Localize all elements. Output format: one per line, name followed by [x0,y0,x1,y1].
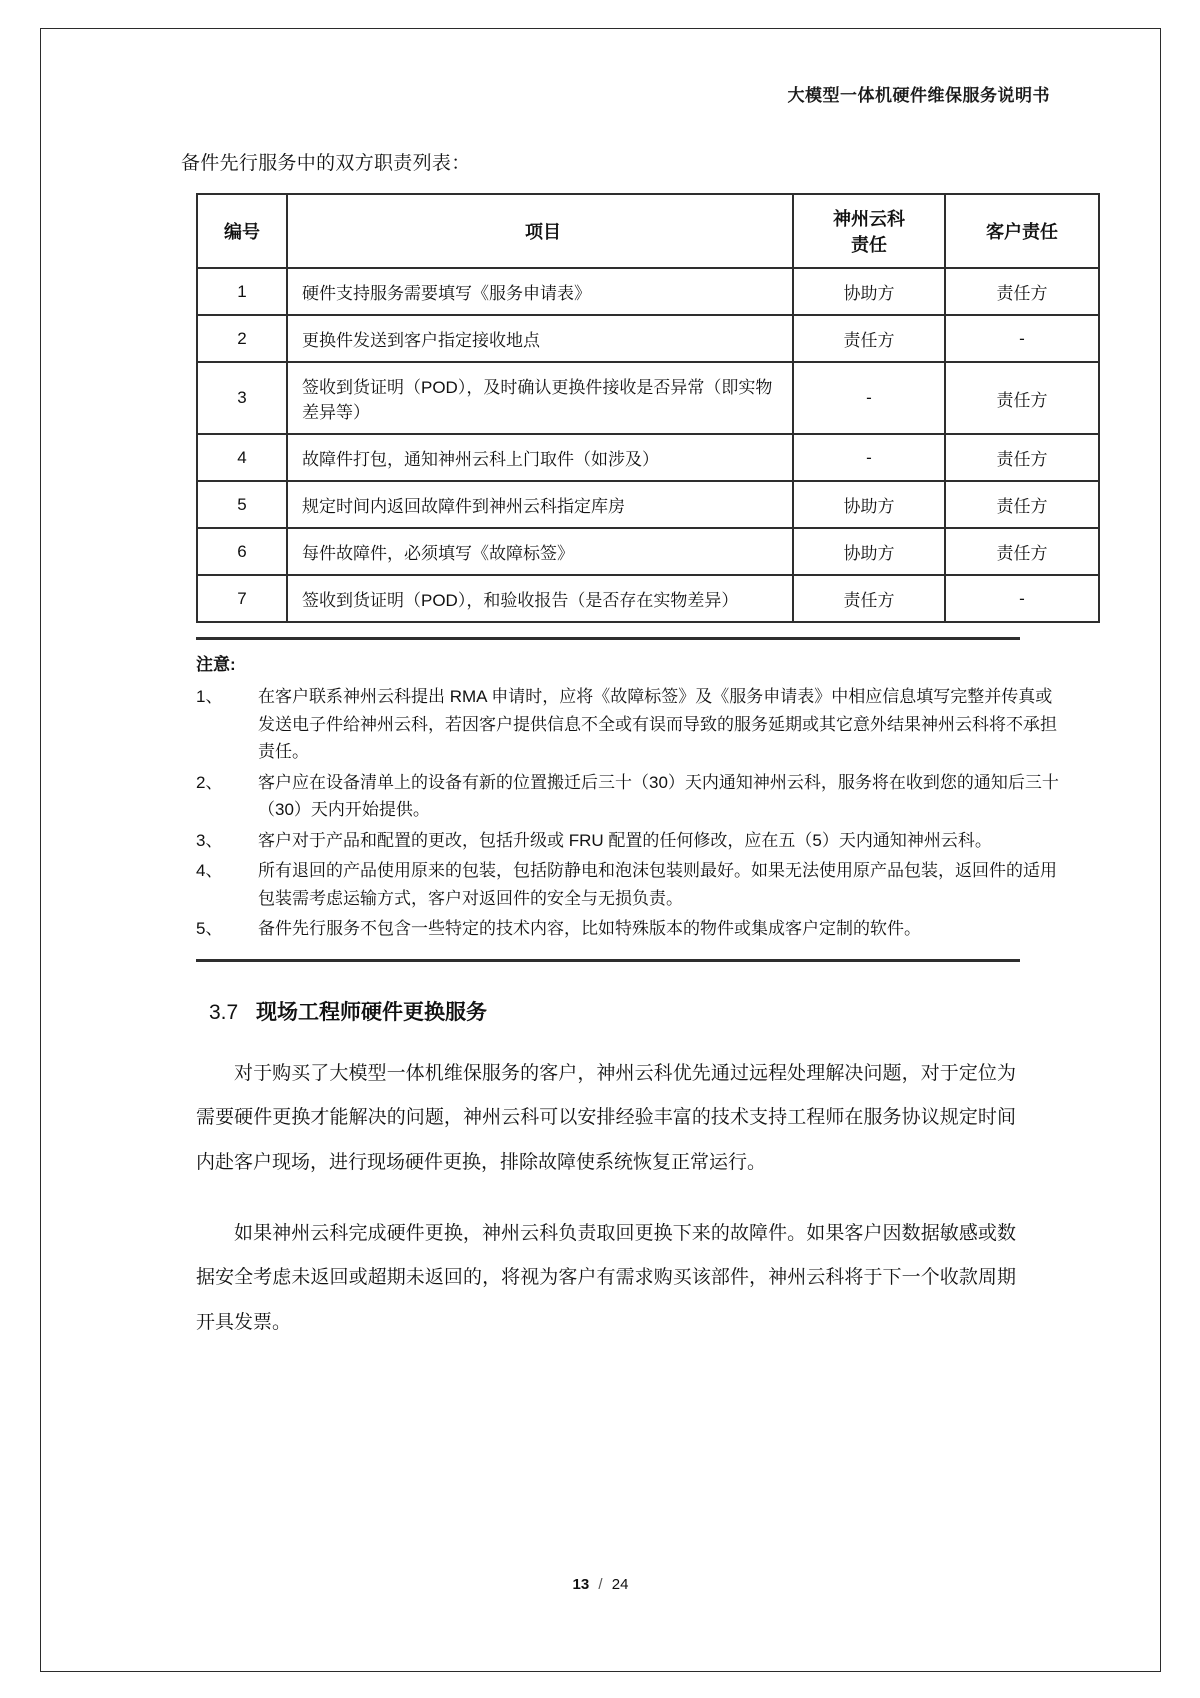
notes-list [196,683,1060,943]
note-text: 备件先行服务不包含一些特定的技术内容，比如特殊版本的物件或集成客户定制的软件。 [258,919,921,939]
cell-item: 更换件发送到客户指定接收地点 [287,315,793,362]
section-paragraph: 如果神州云科完成硬件更换，神州云科负责取回更换下来的故障件。如果客户因数据敏感或数据安全考虑未返回或超期未返回的，将视为客户有需求购买该部件，神州云科将于下一个收款周期开具发票。 [196,1222,1016,1333]
current-page-number: 13 [572,1576,590,1593]
page-separator: / [598,1576,603,1593]
cell-customer-duty: 责任方 [945,528,1099,575]
note-number: 1、 [196,687,223,706]
section-paragraph: 对于购买了大模型一体机维保服务的客户，神州云科优先通过远程处理解决问题，对于定位为需要硬件更换才能解决的问题，神州云科可以安排经验丰富的技术支持工程师在服务协议规定时间内赴客户现场，进行现场硬件更换，排除故障使系统恢复正常运行。 [196,1062,1016,1174]
table-row [197,481,1099,528]
note-number: 4、 [196,861,223,881]
cell-item: 每件故障件，必须填写《故障标签》 [287,528,793,575]
cell-no: 1 [197,268,287,315]
duty-table [196,193,1100,623]
note-item [196,769,1060,824]
notes-title: 注意: [196,655,236,674]
page-body [41,148,1160,1346]
total-page-number: 24 [611,1576,629,1593]
cell-shenzhou-duty: 责任方 [793,315,945,362]
cell-customer-duty: 责任方 [945,362,1099,434]
note-item [196,827,1060,855]
cell-shenzhou-duty: 协助方 [793,481,945,528]
table-row [197,268,1099,315]
section-number: 3.7 [209,1000,239,1024]
cell-item: 签收到货证明（POD），及时确认更换件接收是否异常（即实物差异等） [287,362,793,434]
cell-no: 6 [197,528,287,575]
table-body [197,268,1099,622]
notes-bottom-divider [196,959,1020,962]
note-item [196,683,1060,766]
note-item [196,915,1060,943]
note-item [196,857,1060,912]
page-content [41,29,1160,1671]
note-text: 客户应在设备清单上的设备有新的位置搬迁后三十（30）天内通知神州云科，服务将在收到您的通知后三十（30）天内开始提供。 [258,772,1059,820]
cell-customer-duty: 责任方 [945,434,1099,481]
cell-no: 4 [197,434,287,481]
table-row [197,528,1099,575]
intro-text: 备件先行服务中的双方职责列表： [181,153,471,174]
cell-no: 2 [197,315,287,362]
column-header-customer-duty: 客户责任 [945,194,1099,268]
column-header-shenzhou-line2: 责任 [851,235,887,255]
table-row [197,575,1099,622]
cell-shenzhou-duty: 协助方 [793,528,945,575]
note-text: 客户对于产品和配置的更改，包括升级或 FRU 配置的任何修改，应在五（5）天内通知神州云科。 [258,830,992,850]
table-header-row [197,194,1099,268]
note-text: 在客户联系神州云科提出 RMA 申请时，应将《故障标签》及《服务申请表》中相应信息填写完整并传真或发送电子件给神州云科，若因客户提供信息不全或有误而导致的服务延期或其它意外结果神州云科将不承担责任。 [258,687,1057,762]
cell-customer-duty: 责任方 [945,268,1099,315]
cell-shenzhou-duty: 责任方 [793,575,945,622]
cell-no: 3 [197,362,287,434]
page-header-title: 大模型一体机硬件维保服务说明书 [787,86,1050,106]
cell-shenzhou-duty: - [793,362,945,434]
note-number: 2、 [196,772,223,792]
cell-shenzhou-duty: 协助方 [793,268,945,315]
page-footer [41,1576,1160,1593]
cell-customer-duty: - [945,575,1099,622]
cell-no: 5 [197,481,287,528]
note-number: 3、 [196,830,223,850]
notes-top-divider [196,637,1020,640]
cell-item: 签收到货证明（POD），和验收报告（是否存在实物差异） [287,575,793,622]
column-header-no: 编号 [197,194,287,268]
column-header-shenzhou-line1: 神州云科 [833,209,905,229]
cell-customer-duty: 责任方 [945,481,1099,528]
cell-item: 硬件支持服务需要填写《服务申请表》 [287,268,793,315]
table-row [197,362,1099,434]
cell-item: 规定时间内返回故障件到神州云科指定库房 [287,481,793,528]
cell-item: 故障件打包，通知神州云科上门取件（如涉及） [287,434,793,481]
table-row [197,434,1099,481]
note-text: 所有退回的产品使用原来的包装，包括防静电和泡沫包装则最好。如果无法使用原产品包装，返回件的适用包装需考虑运输方式，客户对返回件的安全与无损负责。 [258,861,1057,908]
section-heading [209,996,1060,1026]
note-number: 5、 [196,919,223,939]
column-header-item: 项目 [287,194,793,268]
column-header-shenzhou-duty [793,194,945,268]
cell-shenzhou-duty: - [793,434,945,481]
cell-no: 7 [197,575,287,622]
section-title: 现场工程师硬件更换服务 [256,1000,488,1024]
cell-customer-duty: - [945,315,1099,362]
table-row [197,315,1099,362]
